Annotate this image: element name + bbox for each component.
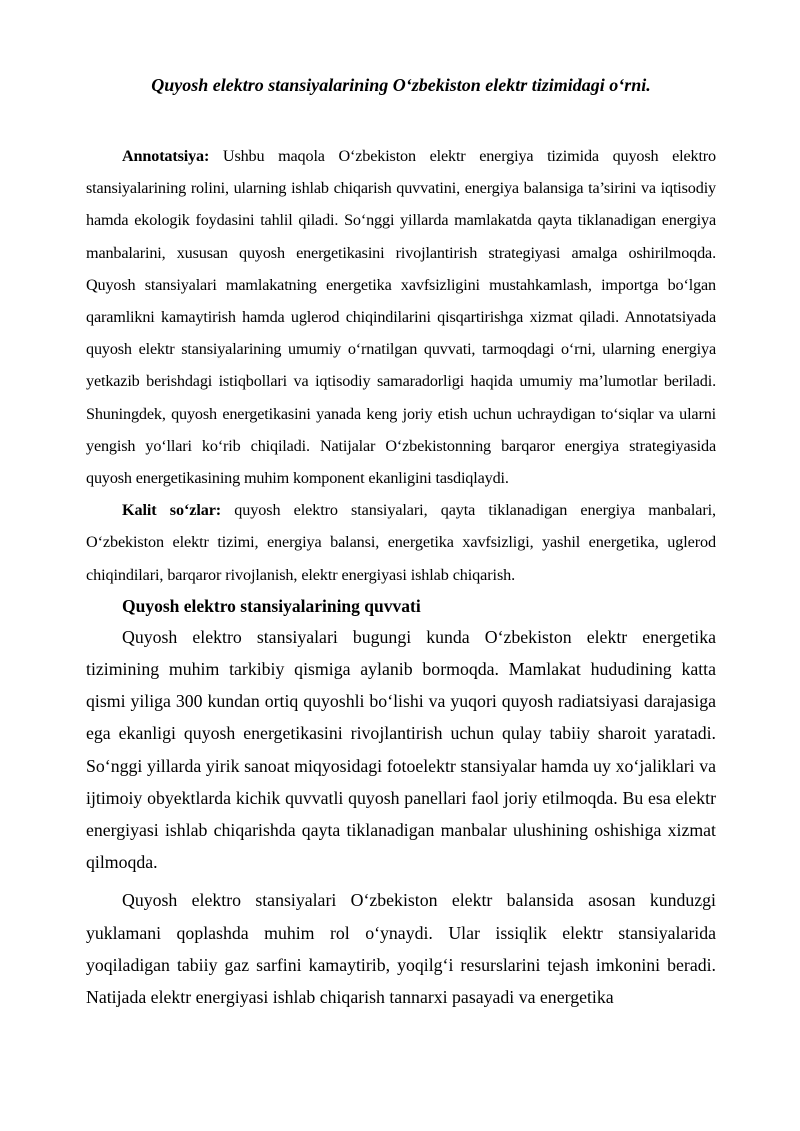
document-title: Quyosh elektro stansiyalarining O‘zbekiston elektr tizimidagi o‘rni.: [151, 75, 651, 95]
keywords-label: Kalit so‘zlar:: [122, 501, 222, 520]
section-heading: Quyosh elektro stansiyalarining quvvati: [122, 595, 421, 616]
document-page: [86, 72, 716, 1019]
keywords-paragraph: [86, 494, 716, 591]
abstract-paragraph: [86, 140, 716, 494]
keywords-text: quyosh elektro stansiyalari, qayta tiklanadigan energiya manbalari, O‘zbekiston elektr tizimi, energiya balansi, energetika xavfsizligi, yashil energetika, uglerod chiqindilari, barqaror rivojlanish, elektr energiyasi ishlab chiqarish.: [86, 501, 716, 584]
body-paragraph-2: Quyosh elektro stansiyalari O‘zbekiston elektr balansida asosan kunduzgi yuklamani qoplashda muhim rol o‘ynaydi. Ular issiqlik elektr stansiyalarida yoqiladigan tabiiy gaz sarfini kamaytirib, yoqilg‘i resurslarini tejash imkonini beradi. Natijada elektr energiyasi ishlab chiqarish tannarxi pasayadi va energetika: [86, 890, 716, 1008]
body-paragraph-1: Quyosh elektro stansiyalari bugungi kunda O‘zbekiston elektr energetika tizimining muhim tarkibiy qismiga aylanib bormoqda. Mamlakat hududining katta qismi yiliga 300 kundan ortiq quyoshli bo‘lishi va yuqori quyosh radiatsiyasi darajasiga ega ekanligi quyosh energetikasini rivojlantirish uchun qulay tabiiy sharoit yaratadi. So‘nggi yillarda yirik sanoat miqyosidagi fotoelektr stansiyalar hamda uy xo‘jaliklari va ijtimoiy obyektlarda kichik quvvatli quyosh panellari faol joriy etilmoqda. Bu esa elektr energiyasi ishlab chiqarishda qayta tiklanadigan manbalar ulushining oshishiga xizmat qilmoqda.: [86, 626, 716, 873]
abstract-label: Annotatsiya:: [122, 147, 210, 165]
abstract-text: Ushbu maqola O‘zbekiston elektr energiya tizimida quyosh elektro stansiyalarining rolini, ularning ishlab chiqarish quvvatini, energiya balansiga ta’sirini va iqtisodiy hamda ekologik foydasini tahlil qiladi. So‘nggi yillarda mamlakatda qayta tiklanadigan energiya manbalarini, xususan quyosh energetikasini rivojlantirish strategiyasi amalga oshirilmoqda. Quyosh stansiyalari mamlakatning energetika xavfsizligini mustahkamlash, importga bo‘lgan qaramlikni kamaytirish hamda uglerod chiqindilarini qisqartirishga xizmat qiladi. Annotatsiyada quyosh elektr stansiyalarining umumiy o‘rnatilgan quvvati, tarmoqdagi o‘rni, ularning energiya yetkazib berishdagi istiqbollari va iqtisodiy samaradorligi haqida umumiy ma’lumotlar beriladi. Shuningdek, quyosh energetikasini yanada keng joriy etish uchun uchraydigan to‘siqlar va ularni yengish yo‘llari ko‘rib chiqiladi. Natijalar O‘zbekistonning barqaror energiya strategiyasida quyosh energetikasining muhim komponent ekanligini tasdiqlaydi.: [86, 147, 716, 488]
